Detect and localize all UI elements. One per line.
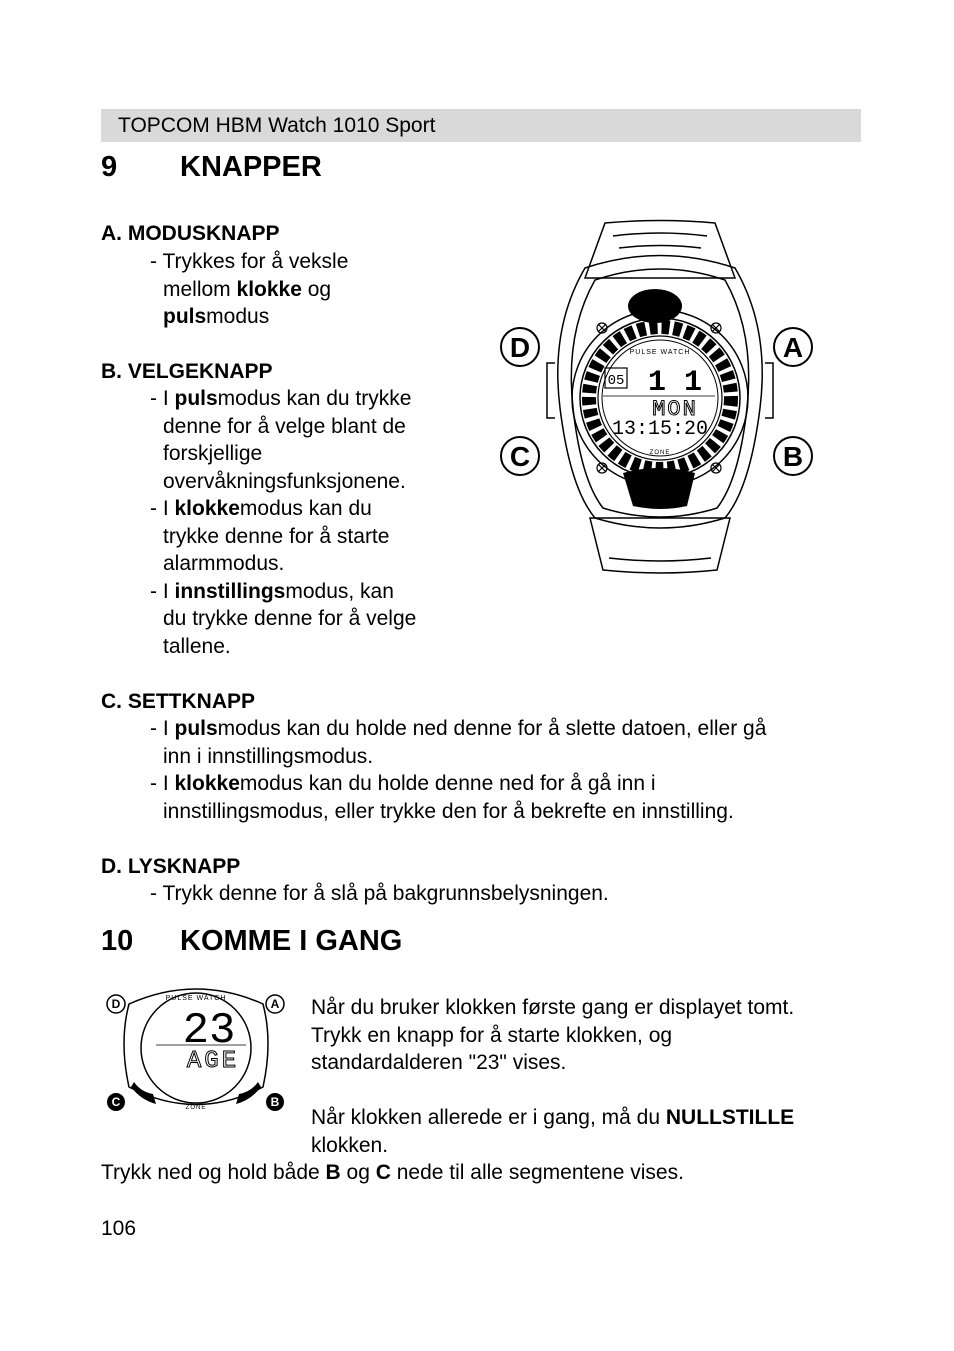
label-d: D: [509, 332, 531, 363]
lcd-age-label: AGE: [186, 1048, 240, 1075]
bezel-top-text: PULSE WATCH: [629, 349, 691, 356]
button-d-heading: D. LYSKNAPP: [101, 855, 241, 878]
section-number: 9: [101, 151, 118, 183]
label-b: B: [782, 441, 804, 472]
text-line: tallene.: [163, 634, 231, 658]
text-run: og: [301, 277, 332, 301]
button-d-description: [150, 880, 609, 908]
text-line: [150, 276, 348, 304]
text-run: modus kan du holde ned denne for å slette datoen, eller gå: [217, 717, 767, 740]
text-run: mellom: [163, 277, 237, 301]
small-label-b: B: [270, 1095, 280, 1109]
section-number: 10: [101, 925, 134, 957]
section-10-heading: [101, 925, 601, 961]
button-c-description: [150, 715, 766, 825]
small-label-d: D: [111, 997, 121, 1011]
text-line: - Trykk denne for å slå på bakgrunnsbelysningen.: [150, 882, 609, 905]
section-title: KOMME I GANG: [180, 925, 403, 957]
label-a: A: [782, 332, 804, 363]
start-paragraph-1: [311, 994, 794, 1077]
bold-run: puls: [174, 387, 218, 410]
bold-run: B: [325, 1161, 341, 1184]
small-bezel-bottom-text: ZONE: [185, 1105, 207, 1111]
text-line: innstillingsmodus, eller trykke den for å bekrefte en innstilling.: [163, 799, 734, 823]
bold-run: puls: [163, 305, 207, 328]
label-c: C: [509, 441, 531, 472]
text-run: modus kan du: [239, 497, 372, 520]
text-run: nede til alle segmentene vises.: [390, 1161, 684, 1184]
text-run: - I: [150, 387, 175, 410]
bold-run: NULLSTILLE: [665, 1106, 795, 1129]
section-title: KNAPPER: [180, 151, 322, 183]
text-run: Trykk ned og hold både: [101, 1161, 326, 1184]
small-label-a: A: [270, 997, 280, 1011]
text-run: modus: [206, 305, 270, 328]
text-line: [150, 303, 348, 331]
document-header: [101, 109, 861, 142]
text-run: modus, kan: [285, 579, 394, 603]
text-line: Når du bruker klokken første gang er displayet tomt.: [311, 996, 795, 1019]
text-run: Når klokken allerede er i gang, må du: [311, 1106, 666, 1129]
text-line: Trykk en knapp for å starte klokken, og: [311, 1023, 673, 1047]
text-line: inn i innstillingsmodus.: [163, 744, 374, 768]
watch-illustration: [495, 218, 825, 578]
small-bezel-top-text: PULSE WATCH: [165, 995, 227, 1002]
bold-run: innstillings: [174, 579, 286, 603]
text-line: [150, 578, 416, 606]
text-line: - Trykkes for å veksle: [150, 250, 349, 273]
text-run: modus kan du trykke: [217, 387, 412, 410]
text-line: [311, 1104, 794, 1132]
bold-run: klokke: [236, 277, 302, 301]
button-b-heading: B. VELGEKNAPP: [101, 360, 273, 383]
section-9-heading: [101, 151, 501, 187]
text-run: - I: [150, 772, 175, 795]
page-number: 106: [101, 1217, 137, 1240]
text-line: standardalderen "23" vises.: [311, 1051, 567, 1074]
button-a-description: [150, 248, 348, 331]
bold-run: puls: [174, 717, 218, 740]
text-line: alarmmodus.: [163, 552, 285, 575]
lcd-day-value: MON: [652, 397, 698, 422]
text-run: - I: [150, 497, 175, 520]
text-line: trykke denne for å starte: [163, 524, 390, 548]
text-run: - I: [150, 579, 175, 603]
text-line: overvåkningsfunksjonene.: [163, 469, 406, 493]
text-line: klokken.: [311, 1133, 389, 1157]
start-paragraph-3: [101, 1159, 684, 1187]
text-line: forskjellige: [163, 442, 263, 465]
lcd-time-value: 13:15:20: [611, 418, 709, 441]
bold-run: C: [375, 1161, 391, 1184]
text-line: denne for å velge blant de: [163, 414, 406, 438]
text-run: - I: [150, 717, 175, 740]
text-line: [101, 1159, 684, 1187]
bold-run: klokke: [174, 497, 240, 520]
text-run: modus kan du holde denne ned for å gå inn i: [239, 772, 656, 795]
text-line: [150, 385, 416, 413]
start-paragraph-2: [311, 1104, 794, 1159]
lcd-top-value: 1 1: [647, 366, 703, 400]
header-title: TOPCOM HBM Watch 1010 Sport: [118, 114, 436, 137]
text-line: du trykke denne for å velge: [163, 607, 417, 630]
watch-display-illustration: [101, 982, 291, 1117]
lcd-age-value: 23: [182, 1006, 236, 1056]
bezel-bottom-text: ZONE: [649, 450, 671, 456]
button-a-heading: A. MODUSKNAPP: [101, 222, 280, 245]
bold-run: klokke: [174, 772, 240, 795]
text-run: og: [340, 1161, 376, 1184]
button-c-heading: C. SETTKNAPP: [101, 690, 256, 713]
small-label-c: C: [111, 1095, 121, 1109]
button-b-description: [150, 385, 416, 660]
lcd-small-value: 05: [607, 373, 625, 389]
text-line: [150, 770, 766, 798]
text-line: [150, 495, 416, 523]
text-line: [150, 715, 766, 743]
